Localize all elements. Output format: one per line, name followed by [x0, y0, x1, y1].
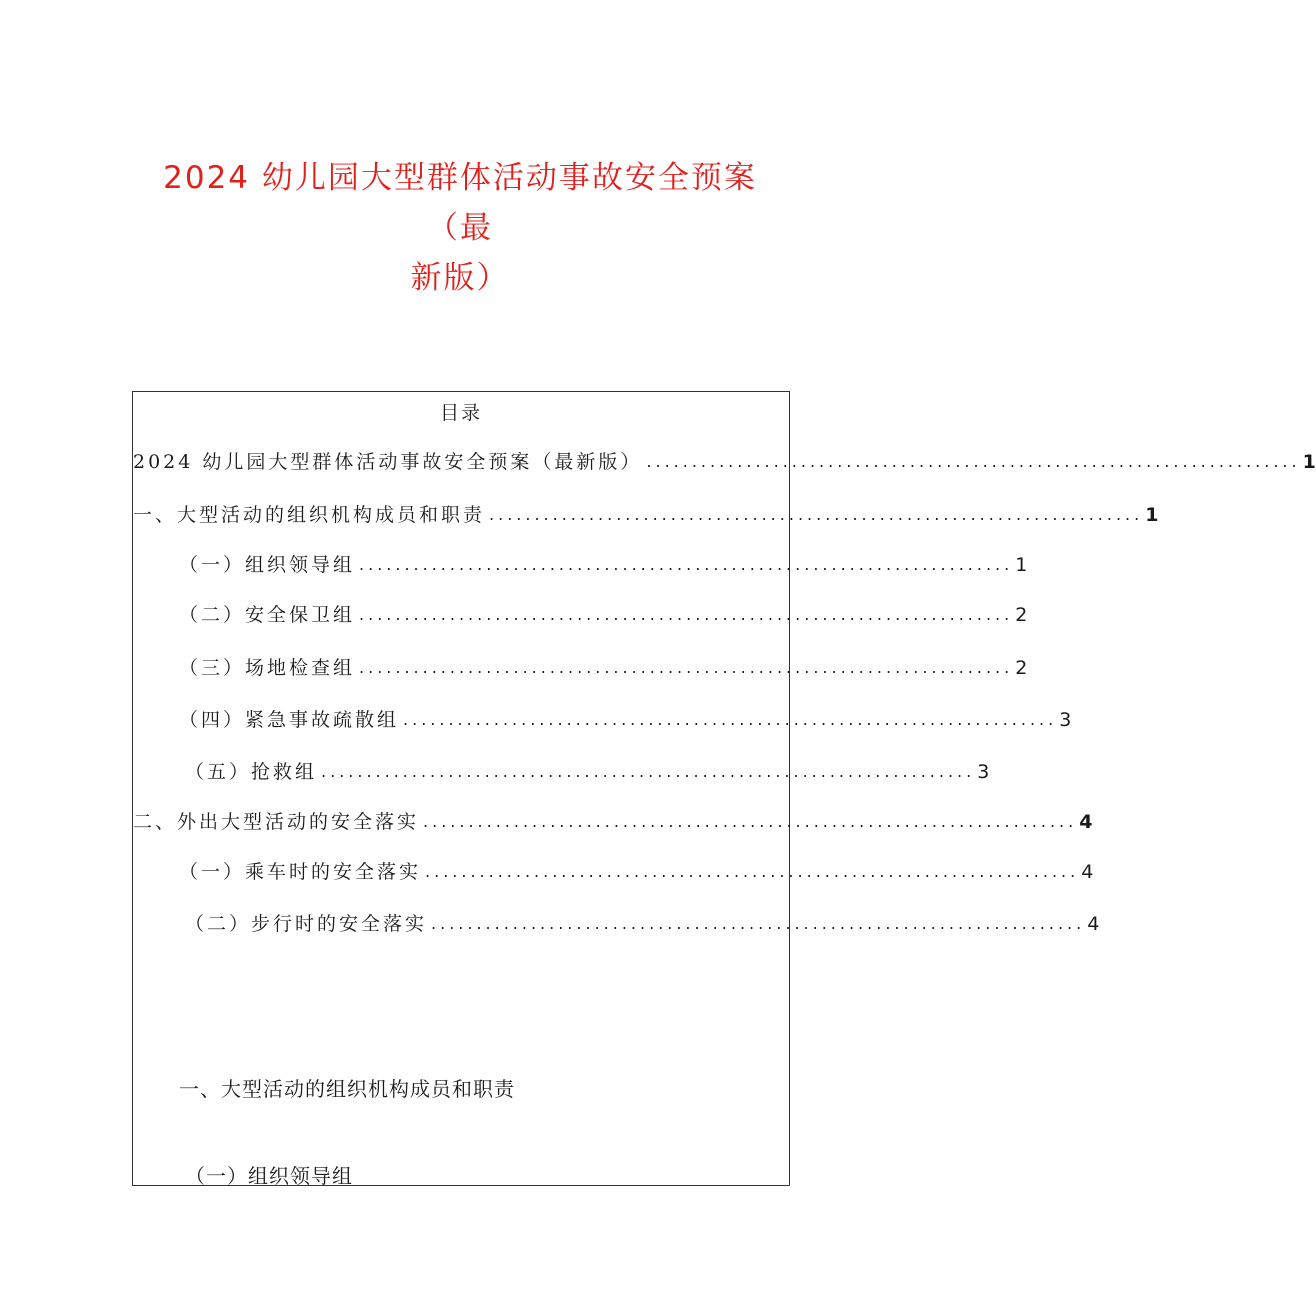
toc-entry[interactable] — [133, 448, 1316, 476]
toc-entry-page: 2 — [1015, 657, 1028, 679]
toc-entry-page: 4 — [1079, 811, 1093, 833]
toc-leader-dots: ........................................................................ — [359, 658, 1014, 677]
toc-entry-label: 2024 幼儿园大型群体活动事故安全预案（最新版） — [133, 451, 643, 473]
toc-entry-page: 1 — [1145, 504, 1159, 526]
toc-entry[interactable] — [179, 706, 1072, 734]
toc-entry-label: （二）步行时的安全落实 — [185, 913, 428, 935]
toc-entry[interactable] — [133, 808, 1093, 836]
toc-entry-page: 2 — [1015, 604, 1028, 626]
toc-frame — [132, 391, 1316, 1188]
toc-heading: 目录 — [439, 402, 482, 424]
toc-entry-label: （一）组织领导组 — [179, 554, 356, 576]
toc-entry-page: 3 — [977, 761, 990, 783]
toc-leader-dots: ........................................................................ — [321, 762, 976, 781]
toc-leader-dots: ........................................................................ — [403, 710, 1058, 729]
toc-entry[interactable] — [133, 501, 1159, 529]
toc-entry-label: 二、外出大型活动的安全落实 — [133, 811, 420, 833]
toc-entry[interactable] — [179, 601, 1028, 629]
toc-entry[interactable] — [185, 758, 990, 786]
toc-entry-label: （二）安全保卫组 — [179, 604, 356, 626]
document-title-line-2: （最 — [427, 210, 493, 246]
toc-entry-label: （一）乘车时的安全落实 — [179, 861, 422, 883]
toc-entry-page: 4 — [1087, 913, 1100, 935]
toc-leader-dots: ........................................................................ — [359, 555, 1014, 574]
toc-entry[interactable] — [179, 551, 1028, 579]
document-title-line-3: 新版） — [410, 260, 510, 296]
toc-entry-page: 4 — [1081, 861, 1094, 883]
document-title-line-1: 2024 幼儿园大型群体活动事故安全预案 — [163, 160, 757, 196]
toc-leader-dots: ........................................................................ — [423, 812, 1078, 831]
toc-entry[interactable] — [179, 858, 1094, 886]
toc-entry[interactable] — [179, 654, 1028, 682]
toc-leader-dots: ........................................................................ — [646, 452, 1301, 471]
toc-leader-dots: ........................................................................ — [489, 505, 1144, 524]
toc-entry[interactable] — [185, 910, 1100, 938]
toc-entry-page: 1 — [1015, 554, 1028, 576]
toc-leader-dots: ........................................................................ — [359, 605, 1014, 624]
toc-leader-dots: ........................................................................ — [425, 862, 1080, 881]
toc-entry-page: 3 — [1059, 709, 1072, 731]
toc-entry-label: 一、大型活动的组织机构成员和职责 — [133, 504, 486, 526]
subsection-heading: （一）组织领导组 — [185, 1164, 353, 1188]
toc-leader-dots: ........................................................................ — [431, 914, 1086, 933]
toc-entry-label: （三）场地检查组 — [179, 657, 356, 679]
toc-entry-label: （五）抢救组 — [185, 761, 318, 783]
toc-entry-label: （四）紧急事故疏散组 — [179, 709, 400, 731]
toc-entry-page: 1 — [1302, 451, 1316, 473]
section-heading: 一、大型活动的组织机构成员和职责 — [179, 1077, 515, 1101]
